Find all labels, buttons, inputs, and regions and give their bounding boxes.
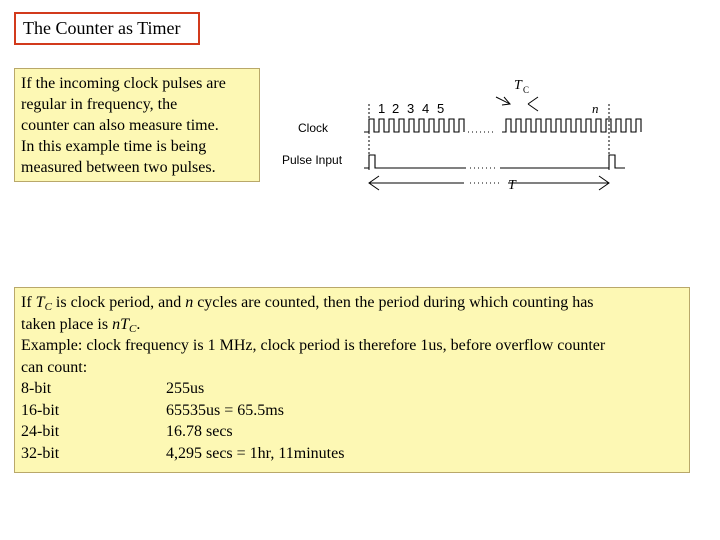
bit-width: 24-bit [21, 423, 60, 440]
overflow-time: 65535us = 65.5ms [166, 401, 284, 419]
pulse-number: 3 [407, 101, 415, 116]
intro-line: In this example time is being [21, 138, 207, 155]
intro-line: measured between two pulses. [21, 159, 216, 176]
main-line-4: can count: [21, 358, 88, 376]
intro-line: counter can also measure time. [21, 117, 219, 134]
ntc-symbol: $nT_C$ [112, 315, 137, 335]
intro-line: regular in frequency, the [21, 96, 178, 113]
n-symbol: n [185, 294, 194, 311]
bit-width: 8-bit [21, 380, 52, 397]
overflow-time: 4,295 secs = 1hr, 11minutes [166, 444, 345, 462]
overflow-time: 16.78 secs [166, 423, 233, 440]
main-line-2: taken place is $nT_C$. [21, 315, 141, 335]
pulse-number: 4 [422, 101, 430, 116]
overflow-row [21, 378, 685, 400]
pulse-input-waveform [364, 155, 625, 168]
main-line-3: Example: clock frequency is 1 MHz, clock period is therefore 1us, before overflow counter [21, 337, 606, 354]
main-text-box [14, 287, 690, 473]
clock-waveform [364, 119, 641, 132]
overflow-time: 255us [166, 380, 205, 397]
tc-label: T [514, 78, 522, 93]
tc-subscript: C [523, 85, 530, 95]
period-arrow [369, 176, 609, 190]
slide-title [14, 12, 200, 45]
pulse-input-label: Pulse Input [282, 153, 343, 167]
period-label: T [508, 178, 516, 193]
bit-width: 16-bit [21, 401, 60, 419]
pulse-number: 1 [378, 101, 386, 116]
pulse-number: 5 [437, 101, 445, 116]
n-label: n [592, 101, 599, 116]
overflow-row [21, 443, 685, 465]
bit-width: 32-bit [21, 444, 60, 462]
overflow-row [21, 421, 685, 443]
intro-line: If the incoming clock pulses are [21, 75, 226, 92]
tc-arrows [496, 97, 538, 111]
main-line-1: If $T_C$ is clock period, and n cycles are counted, then the period during which counting has [21, 294, 594, 313]
pulse-number: 2 [392, 101, 400, 116]
slide-title-text: The Counter as Timer [23, 18, 181, 38]
overflow-row [21, 400, 685, 422]
clock-label: Clock [298, 121, 329, 135]
tc-symbol: $T_C$ [35, 294, 52, 313]
timing-diagram [280, 75, 650, 200]
intro-text-box [14, 68, 260, 182]
